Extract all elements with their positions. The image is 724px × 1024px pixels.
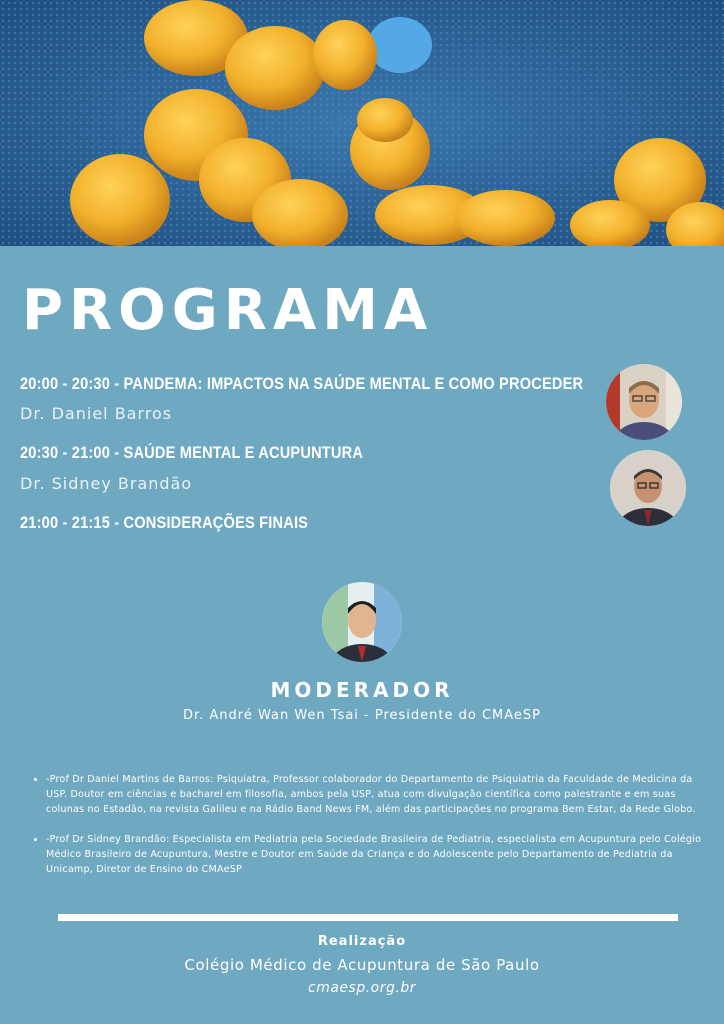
footer-website-link[interactable]: cmaesp.org.br [308, 980, 416, 996]
speaker-bios-list [30, 772, 706, 892]
moderator-avatar [322, 582, 402, 662]
schedule-time-3: 21:00 - 21:15 - CONSIDERAÇÕES FINAIS [20, 513, 309, 532]
schedule-speaker-1: Dr. Daniel Barros [20, 404, 173, 423]
moderator-name: Dr. André Wan Wen Tsai - Presidente do CMAeSP [182, 708, 542, 723]
speaker-2-avatar [610, 450, 686, 526]
footer-label: Realização [317, 934, 407, 949]
schedule-speaker-2: Dr. Sidney Brandão [20, 474, 193, 493]
page-title: PROGRAMA [22, 278, 434, 343]
footer-organization: Colégio Médico de Acupuntura de São Paulo [184, 956, 540, 974]
bio-sidney-brandao: • -Prof Dr Sidney Brandão: Especialista em Pediatria pela Sociedade Brasileira de Pediatria, especialista em Acupuntura pelo Colégio Médico Brasileiro de Acupuntura, Mestre e Doutor em Saúde da Criança e do Adolescente pelo Departamento de Pediatria da Unicamp, Diretor de Ensino do CMAeSP [46, 832, 706, 877]
bio-daniel-barros: • -Prof Dr Daniel Martins de Barros: Psiquiatra, Professor colaborador do Departamento de Psiquiatria da Faculdade de Medicina da USP. Doutor em ciências e bacharel em filosofia, ambos pela USP, atua com divulgação científica como palestrante e em suas colunas no Estadão, na revista Galileu e na Rádio Band News FM, além das participações no programa Bem Estar, da Rede Globo. [46, 772, 706, 817]
bacteria-microscopy-illustration [0, 0, 724, 246]
speaker-1-avatar [606, 364, 682, 440]
moderator-label: MODERADOR [270, 678, 454, 702]
footer-divider [58, 914, 678, 921]
schedule-time-2: 20:30 - 21:00 - SAÚDE MENTAL E ACUPUNTURA [20, 443, 364, 462]
hero-image [0, 0, 724, 246]
schedule-time-1: 20:00 - 20:30 - PANDEMA: IMPACTOS NA SAÚDE MENTAL E COMO PROCEDER [20, 374, 584, 393]
